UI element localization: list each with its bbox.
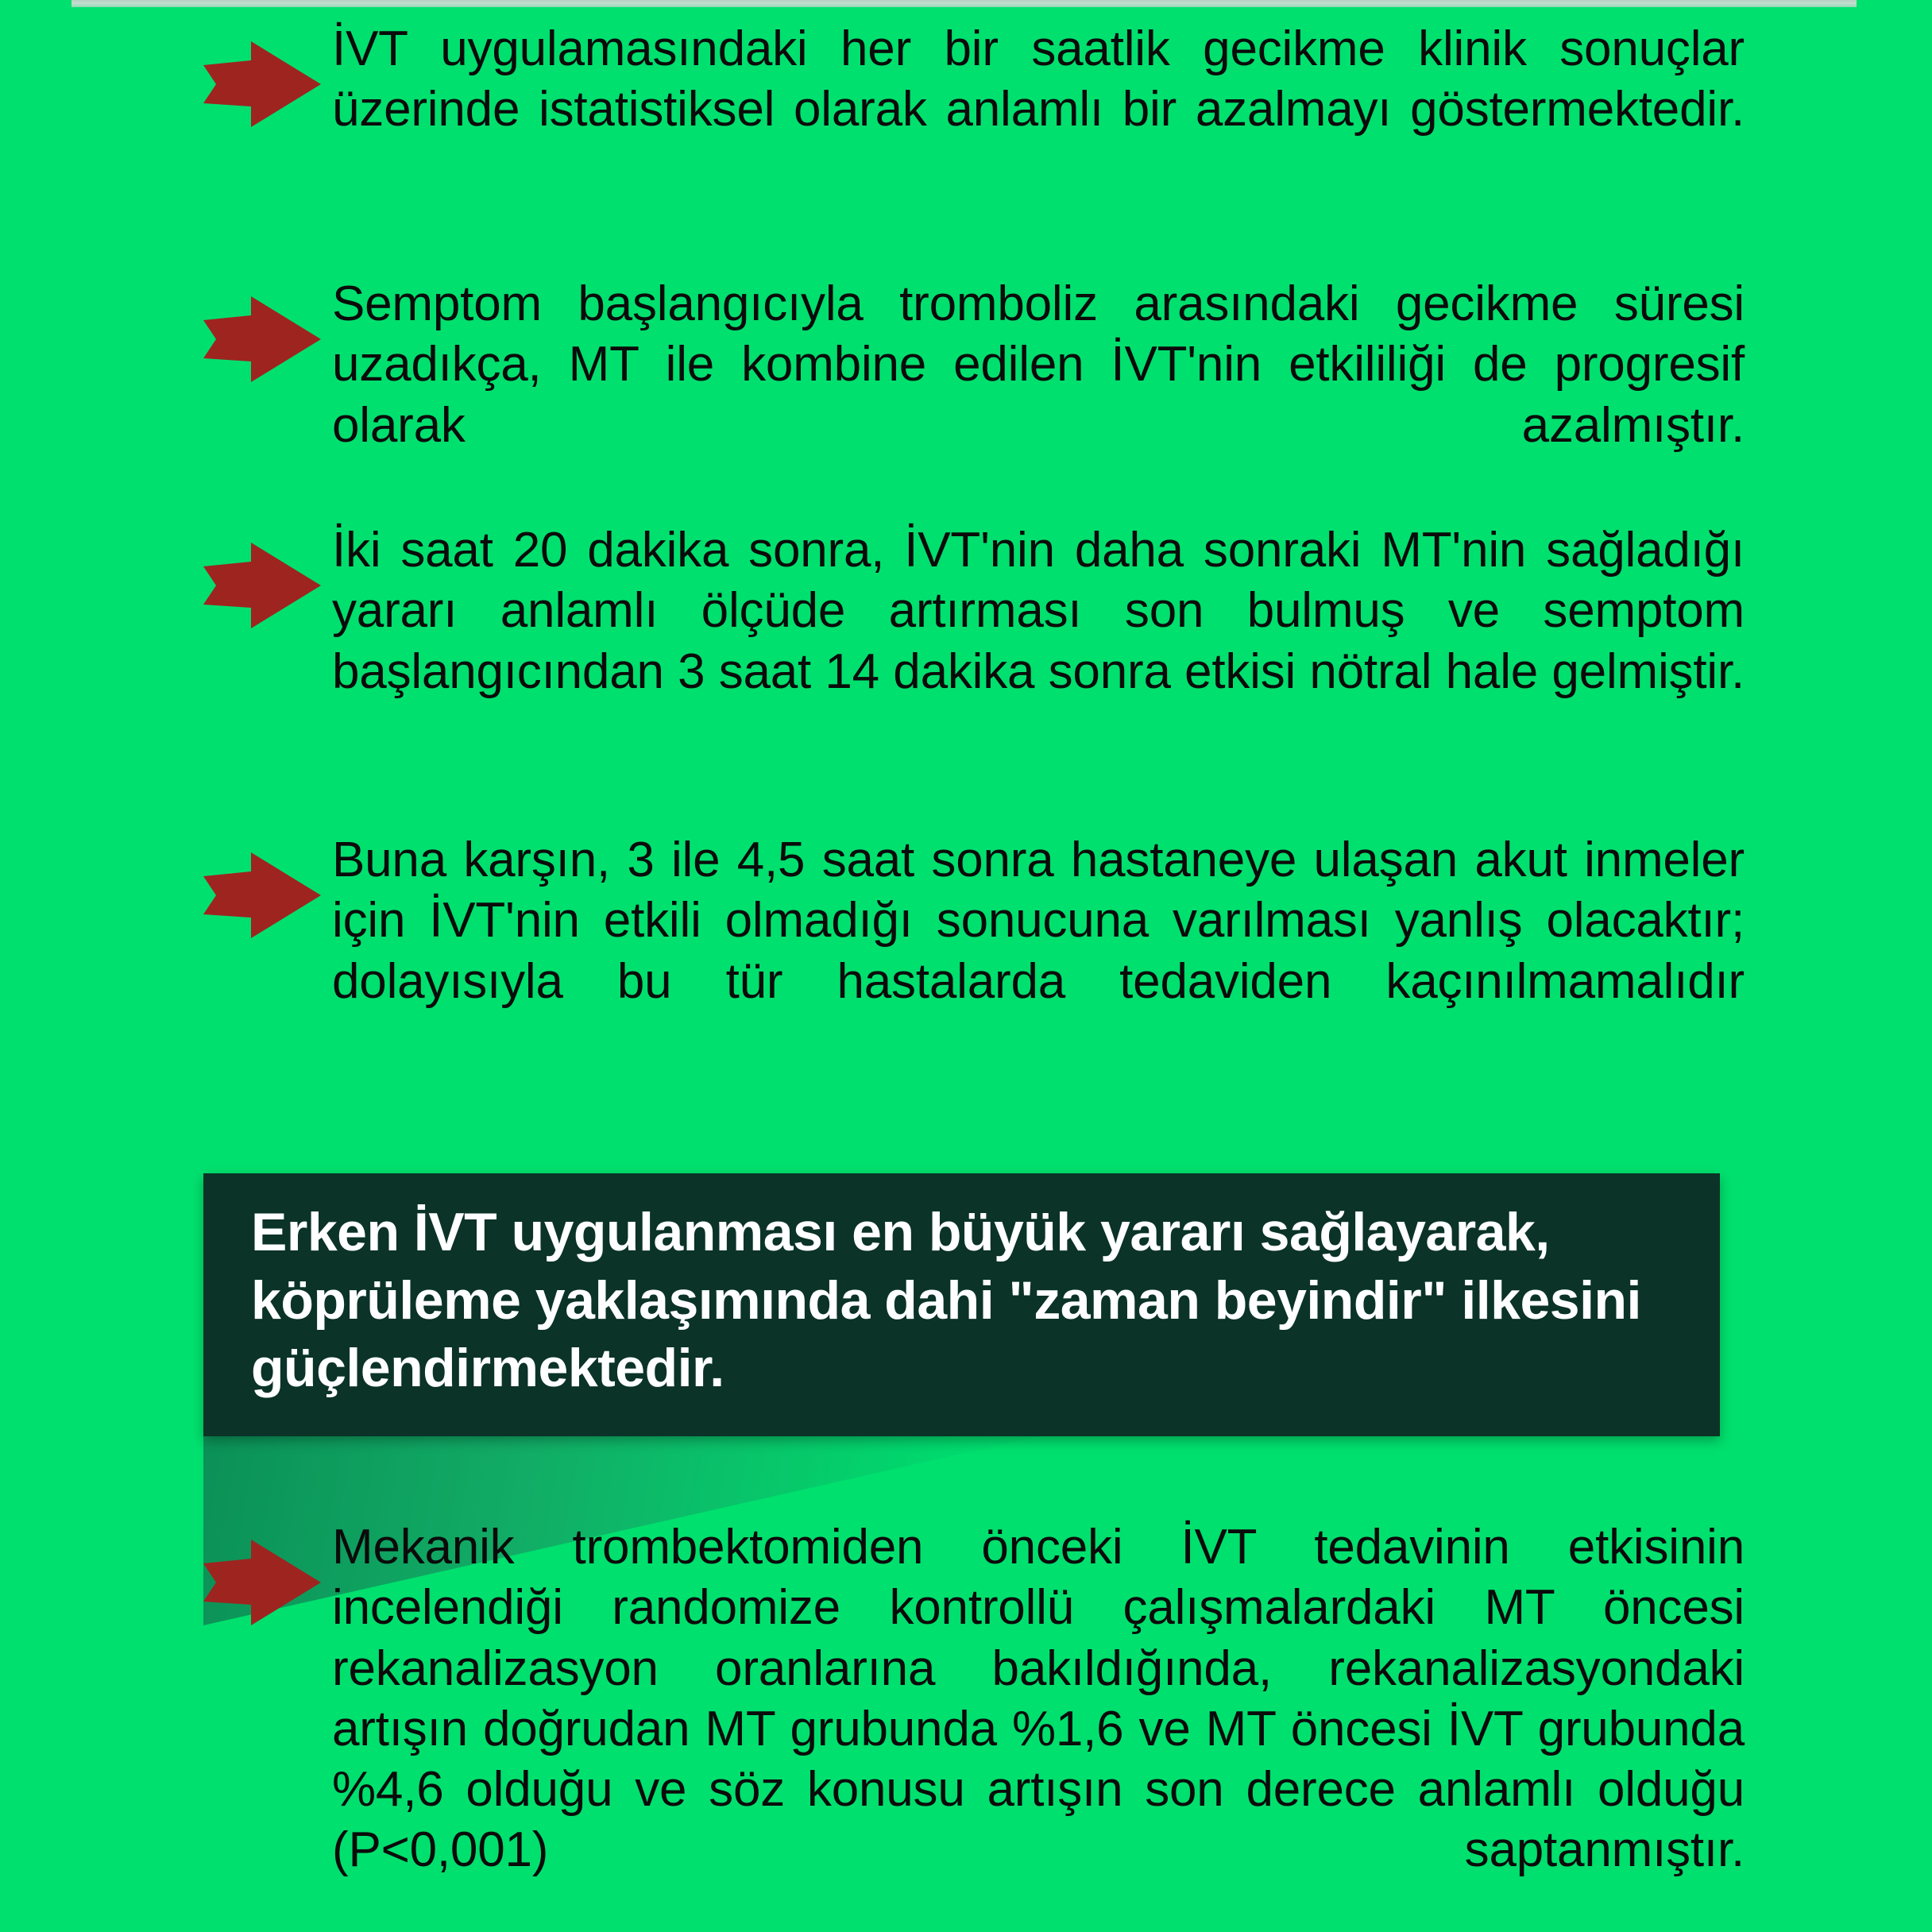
bullet-item bbox=[203, 1517, 1745, 1932]
bullet-text: Mekanik trombektomiden önceki İVT tedavinin etkisinin incelendiği randomize kontrollü çalışmalardaki MT öncesi rekanalizasyon oranlarına bakıldığında, rekanalizasyondaki artışın doğrudan MT grubunda %1,6 ve MT öncesi İVT grubunda %4,6 olduğu ve söz konusu artışın son derece anlamlı olduğu (P<0,001) saptanmıştır. bbox=[332, 1520, 1745, 1878]
callout-box bbox=[203, 1173, 1720, 1436]
arrow-right-icon bbox=[203, 274, 321, 382]
bullet-text: Semptom başlangıcıyla tromboliz arasındaki gecikme süresi uzadıkça, MT ile kombine edilen İVT'nin etkililiği de progresif olarak azalmıştır. bbox=[332, 276, 1745, 453]
bullet-item bbox=[203, 520, 1745, 763]
arrow-right-icon bbox=[203, 520, 321, 628]
bullet-text: İki saat 20 dakika sonra, İVT'nin daha sonraki MT'nin sağladığı yararı anlamlı ölçüde artırması son bulmuş ve semptom başlangıcından 3 saat 14 dakika sonra etkisi nötral hale gelmiştir. bbox=[332, 523, 1745, 699]
bullet-item bbox=[203, 830, 1745, 1072]
callout-text: Erken İVT uygulanması en büyük yararı sağlayarak, köprüleme yaklaşımında dahi "zaman beyindir" ilkesini güçlendirmektedir. bbox=[251, 1202, 1641, 1399]
bullet-item bbox=[203, 19, 1745, 201]
bullet-item bbox=[203, 274, 1745, 516]
bullet-text: İVT uygulamasındaki her bir saatlik gecikme klinik sonuçlar üzerinde istatistiksel olarak anlamlı bir azalmayı göstermektedir. bbox=[332, 21, 1745, 137]
arrow-right-icon bbox=[203, 1517, 321, 1625]
arrow-right-icon bbox=[203, 19, 321, 127]
arrow-right-icon bbox=[203, 830, 321, 938]
bullet-text: Buna karşın, 3 ile 4,5 saat sonra hastaneye ulaşan akut inmeler için İVT'nin etkili olmadığı sonucuna varılması yanlış olacaktır; dolayısıyla bu tür hastalarda tedaviden kaçınılmamalıdır bbox=[332, 833, 1745, 1009]
